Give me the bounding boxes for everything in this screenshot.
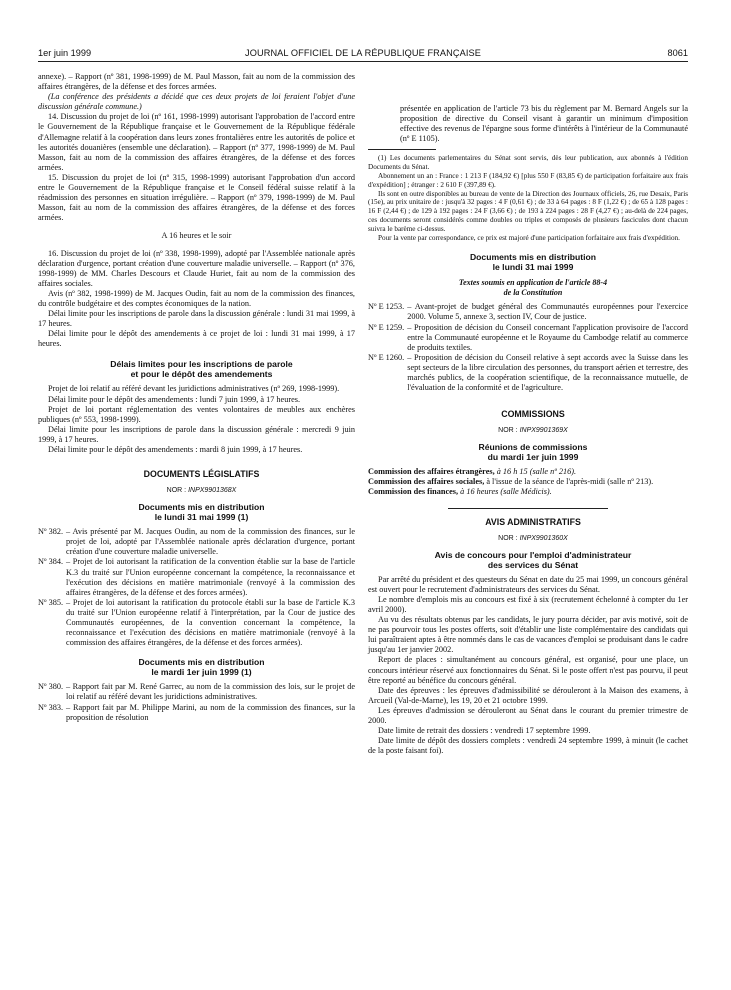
agenda-item-14: 14. Discussion du projet de loi (nº 161, 1998-1999) autorisant l'approbation de l'accord entre le Gouvernement de la République française et le Gouvernement de la République fédérale d'Allemagne relatif à la coopération dans leurs zones frontalières entre les autorités de police et les autorités douanières (ensemble une déclaration). – Rapport (nº 377, 1998-1999) de M. Paul Masson, fait au nom de la commission des affaires étrangères, de la défense et des forces armées.	[38, 112, 355, 172]
document-list	[38, 527, 355, 648]
document-description: – Projet de loi autorisant la ratification de la convention établie sur la base de l'article K.3 du traité sur l'Union européenne concernant la compétence, la reconnaissance et l'exécution des décisions en matière matrimoniale (renvoyé à la commission des affaires étrangères, de la défense et des forces armées).	[66, 557, 355, 597]
header-rule	[38, 61, 688, 62]
meeting-time: à 16 h 15 (salle nº 216).	[496, 467, 577, 477]
subsection-heading: Documents mis en distribution	[469, 252, 597, 263]
header-page-number: 8061	[667, 48, 688, 58]
document-number: Nº 383.	[38, 702, 64, 712]
paragraph: Date limite de retrait des dossiers : vendredi 17 septembre 1999.	[378, 726, 591, 736]
paragraph: Délai limite pour le dépôt des amendements à ce projet de loi : lundi 31 mai 1999, à 17 heures.	[38, 329, 355, 349]
document-number: Nº 384.	[38, 557, 64, 567]
nor-reference	[368, 534, 688, 544]
time-line: A 16 heures et le soir	[161, 231, 232, 241]
document-entry	[38, 703, 355, 723]
continued-item: présentée en application de l'article 73 bis du règlement par M. Bernard Angels sur la proposition de directive du Conseil visant à garantir un minimum d'imposition effective des revenus de l'épargne sous forme d'intérêts à l'intérieur de la Communauté (nº E 1105).	[400, 104, 688, 144]
paragraph: Date des épreuves : les épreuves d'admissibilité se dérouleront à la Maison des examens, à Arcueil (Val-de-Marne), les 19, 20 et 21 octobre 1999.	[368, 685, 688, 705]
agenda-item-15: 15. Discussion du projet de loi (nº 315, 1998-1999) autorisant l'approbation d'un accord entre le Gouvernement de la République française et le Conseil fédéral suisse relatif à la réadmission des personnes en situation irrégulière. – Rapport (nº 379, 1998-1999) de M. Paul Masson, fait au nom de la commission des affaires étrangères, de la défense et des forces armées.	[38, 172, 355, 223]
document-number: Nº E 1260.	[368, 352, 405, 362]
nor-value: INPX9901369X	[519, 427, 568, 435]
paragraph: Avis (nº 382, 1998-1999) de M. Jacques Oudin, fait au nom de la commission des finances, du contrôle budgétaire et des comptes économiques de la nation.	[38, 288, 355, 308]
paragraph: Au vu des résultats obtenus par les candidats, le jury pourra décider, par avis motivé, soit de ne pas pourvoir tous les postes offerts, soit d'établir une liste complémentaire des candidats qui lui paraîtraient aptes à être nommés dans le cas de vacances d'emploi se produisant dans le cadre jusqu'au 1er janvier 2002.	[368, 615, 688, 655]
document-description: – Rapport fait par M. Philippe Marini, au nom de la commission des finances, sur la proposition de résolution	[66, 702, 355, 722]
section-title-commissions: COMMISSIONS	[501, 409, 565, 420]
left-column	[38, 72, 355, 723]
meeting-time: à 16 heures (salle Médicis).	[460, 487, 552, 497]
subsection-heading: Documents mis en distribution	[138, 657, 265, 668]
footnote-text: (1) Les documents parlementaires du Sénat sont servis, dès leur publication, aux abonnés à l'édition Documents du Sénat.	[368, 154, 688, 172]
paragraph: Délai limite pour le dépôt des amendements : mardi 8 juin 1999, à 17 heures.	[48, 445, 303, 454]
commission-meeting	[368, 477, 688, 487]
section-title-avis-administratifs: AVIS ADMINISTRATIFS	[485, 516, 581, 527]
textes-heading: Textes soumis en application de l'article 88-4	[458, 278, 608, 288]
subsection-heading-date: du mardi 1er juin 1999	[487, 452, 579, 463]
nor-value: INPX9901368X	[188, 487, 237, 495]
footnote	[368, 154, 688, 242]
textes-heading-2: de la Constitution	[503, 287, 563, 297]
paragraph: (La conférence des présidents a décidé que ces deux projets de loi feraient l'objet d'une discussion générale commune.)	[38, 92, 355, 112]
nor-reference	[368, 426, 688, 436]
document-description: – Proposition de décision du Conseil relative à sept accords avec la Suisse dans les sept secteurs de la libre circulation des personnes, du transport aérien et terrestre, des marchés publics, de la coopération scientifique, de la reconnaissance mutuelle, de l'évaluation de la conformité et de l'agriculture.	[407, 352, 688, 393]
paragraph: Délai limite pour le dépôt des amendements : lundi 7 juin 1999, à 17 heures.	[48, 394, 301, 404]
document-number: Nº 382.	[38, 527, 64, 537]
paragraph: Les épreuves d'admission se dérouleront au Sénat dans le courant du premier trimestre de 2000.	[368, 705, 688, 725]
document-number: Nº 380.	[38, 682, 64, 692]
document-entry	[38, 527, 355, 557]
document-description: – Rapport fait par M. René Garrec, au nom de la commission des lois, sur le projet de loi relatif au référé devant les juridictions administratives.	[66, 682, 355, 702]
document-entry	[38, 598, 355, 648]
commission-name: Commission des affaires sociales,	[368, 477, 485, 487]
paragraph: Projet de loi relatif au référé devant les juridictions administratives (nº 269, 1998-1999).	[48, 384, 340, 394]
footnote-text: Abonnement un an : France : 1 213 F (184,92 €) [plus 550 F (83,85 €) de participation forfaitaire aux frais d'expédition] ; étranger : 2 610 F (397,89 €).	[368, 171, 688, 189]
commission-name: Commission des finances,	[368, 487, 459, 497]
nor-label: NOR :	[166, 487, 187, 495]
agenda-item-16: 16. Discussion du projet de loi (nº 338, 1998-1999), adopté par l'Assemblée nationale après déclaration d'urgence, portant création d'une couverture maladie universelle. – Rapport (nº 376, 1998-1999) de MM. Charles Descours et Claude Huriet, fait au nom de la commission des affaires sociales.	[38, 248, 355, 288]
paragraph: annexe). – Rapport (nº 381, 1998-1999) de M. Paul Masson, fait au nom de la commission des affaires étrangères, de la défense et des forces armées.	[38, 72, 355, 92]
commission-meeting	[368, 467, 688, 477]
nor-value: INPX9901360X	[519, 534, 568, 542]
document-number: Nº E 1253.	[368, 302, 405, 312]
subsection-heading-2: des services du Sénat	[487, 559, 579, 570]
document-number: Nº E 1259.	[368, 322, 405, 332]
commission-name: Commission des affaires étrangères,	[368, 467, 495, 477]
subsection-heading-date: le lundi 31 mai 1999 (1)	[154, 512, 249, 523]
header-date: 1er juin 1999	[38, 48, 92, 58]
meeting-time: à l'issue de la séance de l'après-midi (salle nº 213).	[486, 477, 654, 487]
paragraph: Projet de loi portant réglementation des ventes volontaires de meubles aux enchères publiques (nº 553, 1998-1999).	[38, 404, 355, 424]
subsection-heading: Avis de concours pour l'emploi d'administrateur	[434, 549, 632, 560]
document-entry	[368, 302, 688, 322]
document-entry	[38, 682, 355, 702]
paragraph: Délai limite pour les inscriptions de parole dans la discussion générale : lundi 31 mai 1999, à 17 heures.	[38, 309, 355, 329]
subsection-heading: Documents mis en distribution	[138, 502, 265, 513]
document-entry	[368, 353, 688, 393]
footnote-rule	[368, 149, 436, 150]
paragraph: Délai limite pour les inscriptions de parole dans la discussion générale : mercredi 9 juin 1999, à 17 heures.	[38, 424, 355, 444]
document-description: – Avant-projet de budget général des Communautés européennes pour l'exercice 2000. Volume 5, annexe 3, section IV, Cour de justice.	[407, 302, 688, 322]
document-description: – Projet de loi autorisant la ratification du protocole établi sur la base de l'article K.3 du traité sur l'Union européenne relatif à l'interprétation, par la Cour de justice des Communautés européennes, de la convention concernant la compétence, la reconnaissance et l'exécution des décisions en matière matrimoniale (renvoyé à la commission des affaires étrangères, de la défense et des forces armées).	[66, 597, 355, 648]
nor-reference	[38, 486, 355, 496]
document-list	[368, 302, 688, 393]
running-header	[38, 48, 688, 62]
paragraph: Le nombre d'emplois mis au concours est fixé à six (recrutement échelonné à compter du 1er avril 2000).	[368, 594, 688, 614]
document-entry	[38, 557, 355, 597]
document-description: – Proposition de décision du Conseil concernant l'application provisoire de l'accord entre la Communauté européenne et le Royaume du Cambodge relatif au commerce de produits textiles.	[407, 322, 688, 352]
subsection-heading: Réunions de commissions	[478, 442, 588, 453]
document-description: – Avis présenté par M. Jacques Oudin, au nom de la commission des finances, sur le projet de loi, adopté par l'Assemblée nationale après déclaration d'urgence, portant création d'une couverture maladie universelle.	[66, 527, 355, 557]
paragraph: Report de places : simultanément au concours général, est organisé, pour une place, un concours intérieur réservé aux fonctionnaires du Sénat. Si le poste offert n'est pas pourvu, il peut être reporté au bénéfice du concours général.	[368, 655, 688, 685]
document-list	[38, 682, 355, 722]
subsection-heading-date: le lundi 31 mai 1999	[492, 262, 574, 273]
nor-label: NOR :	[498, 427, 518, 435]
paragraph: Date limite de dépôt des dossiers complets : vendredi 24 septembre 1999, à minuit (le cachet de la poste faisant foi).	[368, 736, 688, 756]
nor-label: NOR :	[498, 534, 518, 542]
commission-meeting	[368, 487, 688, 497]
header-journal-title: JOURNAL OFFICIEL DE LA RÉPUBLIQUE FRANÇAISE	[245, 48, 481, 58]
subsection-heading-date: le mardi 1er juin 1999 (1)	[151, 667, 252, 678]
section-heading-delais-2: et pour le dépôt des amendements	[130, 369, 273, 380]
document-entry	[368, 323, 688, 353]
footnote-text: Ils sont en outre disponibles au bureau de vente de la Direction des Journaux officiels, 26, rue Desaix, Paris (15e), au prix unitaire de : jusqu'à 32 pages : 4 F (0,61 €) ; de 33 à 64 pages : 8 F (1,22 €) ; de 65 à 128 pages : 16 F (2,44 €) ; de 129 à 192 pages : 24 F (3,66 €) ; de 193 à 224 pages : 28 F (4,27 €) ; au-delà de 224 pages, ces documents seront considérés comme doubles ou triples et composés de plusieurs fascicules dont chacun suivra le barème ci-dessus.	[368, 189, 688, 233]
paragraph: Par arrêté du président et des questeurs du Sénat en date du 25 mai 1999, un concours général est ouvert pour le recrutement d'administrateurs des services du Sénat.	[368, 574, 688, 594]
section-title-documents-legislatifs: DOCUMENTS LÉGISLATIFS	[143, 469, 260, 480]
document-number: Nº 385.	[38, 597, 64, 607]
footnote-text: Pour la vente par correspondance, ce prix est majoré d'une participation forfaitaire aux frais d'expédition.	[378, 233, 680, 242]
section-heading-delais: Délais limites pour les inscriptions de parole	[110, 359, 293, 370]
right-column	[368, 104, 688, 756]
